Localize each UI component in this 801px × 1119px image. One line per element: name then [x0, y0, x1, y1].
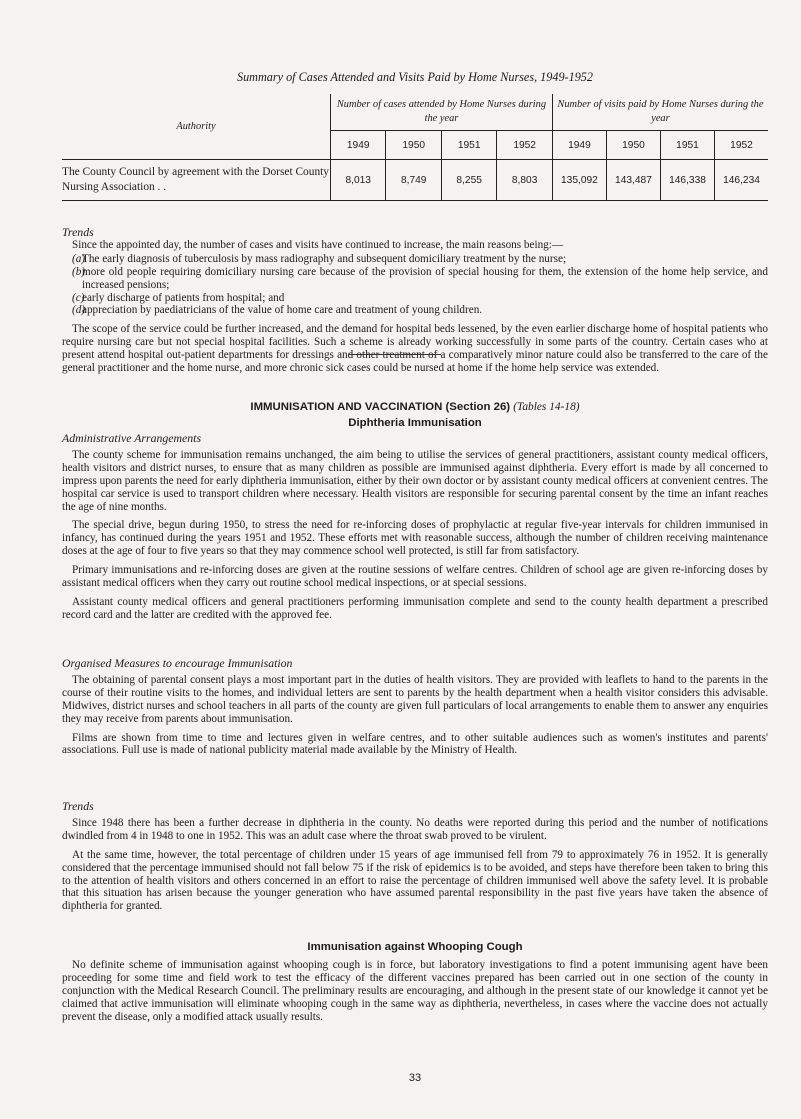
paragraph: The obtaining of parental consent plays a most important part in the duties of health visitors. They are provided with leaflets to hand to the parents in the course of their routine visits to the homes, and individual letters are sent to parents by the health department when a health visitor considers this advisable. Midwives, district nurses and school teachers in all parts of the county are given full particulars of local arrangements to enable them to answer any enquiries they may receive from parents about immunisation.	[62, 673, 768, 725]
diphtheria-trends-section	[62, 800, 768, 913]
section-heading: Trends	[62, 225, 94, 239]
section-heading: Trends	[62, 799, 94, 813]
list-item	[62, 292, 768, 305]
paragraph: Since 1948 there has been a further decrease in diphtheria in the county. No deaths were reported during this period and the number of notifications dwindled from 4 in 1948 to one in 1952. This was an adult case where the throat swab proved to be virulent.	[62, 816, 768, 842]
cases-value: 8,013	[331, 160, 386, 201]
diphtheria-subheading: Diphtheria Immunisation	[348, 417, 482, 429]
table-title: Summary of Cases Attended and Visits Paid by Home Nurses, 1949-1952	[236, 70, 593, 84]
list-item	[62, 266, 768, 292]
page-number: 33	[408, 1072, 422, 1084]
list-item-text: more old people requiring domiciliary nursing care because of the provision of special housing for them, the extension of the home help service, and increased pensions;	[82, 265, 768, 291]
section-divider	[349, 354, 441, 355]
tables-reference: (Tables 14-18)	[513, 401, 580, 413]
list-marker: (d)	[72, 304, 86, 317]
list-item-text: appreciation by paediatricians of the value of home care and treatment of young children.	[82, 304, 483, 317]
paragraph: Films are shown from time to time and lectures given in welfare centres, and to other suitable audiences such as women's institutes and parents' associations. Full use is made of national publicity material made available by the Ministry of Health.	[62, 731, 768, 757]
reasons-list	[62, 253, 768, 318]
list-item	[62, 253, 768, 266]
paragraph: No definite scheme of immunisation against whooping cough is in force, but laboratory investigations to find a potent immunising agent have been proceeding for some time and field work to test the efficacy of the different vaccines prepared has been carried out in one section of the county in conjunction with the Medical Research Council. The preliminary results are encouraging, and although in the present state of our knowledge it cannot yet be claimed that active immunisation will eliminate whooping cough in the same way as diphtheria, nevertheless, in cases where the vaccine does not actually prevent the disease, only a modified attack usually results.	[62, 959, 768, 1023]
list-marker: (a)	[72, 252, 86, 265]
immunisation-title: IMMUNISATION AND VACCINATION (Section 26)	[250, 401, 514, 413]
cases-value: 8,803	[497, 160, 552, 201]
cases-value: 8,255	[441, 160, 496, 201]
paragraph: Assistant county medical officers and general practitioners performing immunisation complete and send to the county health department a prescribed record card and the latter are credited with the approved fee.	[62, 595, 768, 621]
immunisation-heading	[62, 401, 768, 413]
cases-value: 8,749	[386, 160, 441, 201]
list-item-text: early discharge of patients from hospital; and	[82, 291, 285, 304]
visits-value: 146,234	[715, 160, 768, 201]
visits-value: 135,092	[552, 160, 606, 201]
year-cell: 1949	[552, 131, 606, 160]
whooping-cough-section	[62, 959, 768, 1024]
visits-value: 143,487	[606, 160, 660, 201]
visits-header: Number of visits paid by Home Nurses during the year	[552, 94, 768, 131]
organised-measures-section	[62, 657, 768, 757]
section-heading: Organised Measures to encourage Immunisation	[62, 656, 293, 670]
paragraph: At the same time, however, the total percentage of children under 15 years of age immunised fell from 79 to approximately 76 in 1952. It is generally considered that the percentage immunised should not fall below 75 if the risk of epidemics is to be avoided, and steps have therefore been taken to bring this to the attention of health visitors and others concerned in an effort to raise the percentage of children immunised well above the safety level. It is probable that this situation has arisen because the younger generation who have assumed parental responsibility in the past five years have taken the absence of diphtheria for granted.	[62, 848, 768, 913]
paragraph: The special drive, begun during 1950, to stress the need for re-inforcing doses of prophylactic at regular five-year intervals for children immunised in infancy, has continued during the years 1951 and 1952. These efforts met with reasonable success, although the number of children receiving maintenance doses at the age of four to five years so that they may commence school well protected, is still far from satisfactory.	[62, 519, 768, 558]
whooping-cough-heading: Immunisation against Whooping Cough	[307, 941, 523, 953]
year-cell: 1950	[606, 131, 660, 160]
list-item	[62, 304, 768, 317]
list-marker: (b)	[72, 265, 86, 278]
year-cell: 1951	[441, 131, 496, 160]
list-item-text: The early diagnosis of tuberculosis by mass radiography and subsequent domiciliary treatment by the nurse;	[82, 252, 567, 265]
paragraph: The scope of the service could be further increased, and the demand for hospital beds lessened, by the even earlier discharge home of hospital patients who require nursing care but not special hospital facilities. Such a scheme is already working successfully in some parts of the country. Certain cases who at present attend hospital out-patient departments for dressings and other treatment of a comparatively minor nature could also be transferred to the care of the general practitioner and the home nurse, and more chronic sick cases could be nursed at home if the home help service was extended.	[62, 323, 768, 375]
section-heading: Administrative Arrangements	[62, 431, 202, 445]
paragraph: Primary immunisations and re-inforcing doses are given at the routine sessions of welfare centres. Children of school age are given re-inforcing doses by assistant medical officers when they carry out routine school medical inspections, or at special sessions.	[62, 564, 768, 590]
year-cell: 1951	[660, 131, 714, 160]
summary-table	[62, 94, 768, 201]
year-cell: 1950	[386, 131, 441, 160]
year-cell: 1949	[331, 131, 386, 160]
paragraph: The county scheme for immunisation remains unchanged, the aim being to utilise the services of general practitioners, assistant county medical officers, health visitors and district nurses, to ensure that as many children as possible are immunised against diphtheria. Every effort is made by all concerned to impress upon parents the need for early diphtheria immunisation, either by their own doctor or by assistant county medical officers at convenient centres. The hospital car service is used to transport children where necessary. Health visitors are responsible for securing parental consent by the time an infant reaches the age of nine months.	[62, 448, 768, 513]
cases-header: Number of cases attended by Home Nurses during the year	[331, 94, 553, 131]
visits-value: 146,338	[660, 160, 714, 201]
authority-header: Authority	[62, 94, 331, 160]
paragraph: Since the appointed day, the number of cases and visits have continued to increase, the main reasons being:—	[72, 238, 564, 251]
year-cell: 1952	[497, 131, 552, 160]
year-cell: 1952	[715, 131, 768, 160]
nursing-trends-section	[62, 226, 768, 375]
authority-cell: The County Council by agreement with the Dorset County Nursing Association . .	[62, 160, 331, 201]
administrative-section	[62, 432, 768, 622]
list-marker: (c)	[72, 291, 85, 304]
